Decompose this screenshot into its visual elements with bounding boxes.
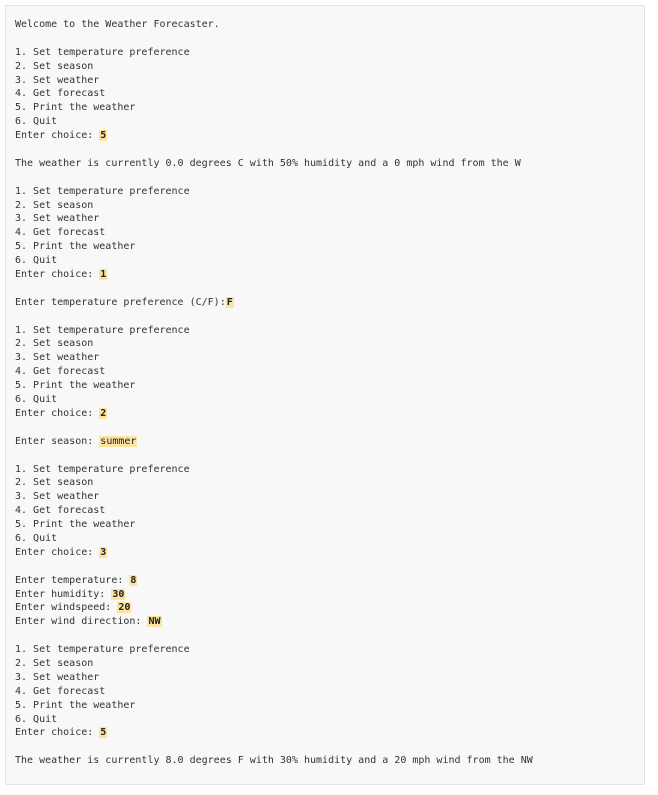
- choice-prompt-line: [15, 726, 644, 740]
- menu-item-set-season: 2. Set season: [15, 60, 94, 72]
- choice-prompt: Enter choice:: [15, 546, 100, 558]
- wind-direction-prompt: Enter wind direction:: [15, 616, 148, 628]
- blank-line: [15, 421, 644, 435]
- choice-prompt: Enter choice:: [15, 727, 100, 739]
- temp-pref-input: F: [226, 296, 233, 308]
- menu-item-print-weather: 5. Print the weather: [15, 519, 136, 531]
- menu-item-set-temp-pref: 1. Set temperature preference: [15, 644, 190, 656]
- blank-line: [15, 143, 644, 157]
- season-prompt: Enter season:: [15, 435, 100, 447]
- menu-item-set-season: 2. Set season: [15, 657, 94, 669]
- choice-input: 1: [100, 269, 107, 281]
- windspeed-line: [15, 601, 644, 615]
- menu-item-set-weather: 3. Set weather: [15, 74, 100, 86]
- menu-item-get-forecast: 4. Get forecast: [15, 505, 106, 517]
- temperature-prompt: Enter temperature:: [15, 574, 130, 586]
- menu-item-get-forecast: 4. Get forecast: [15, 227, 106, 239]
- choice-prompt-line: [15, 129, 644, 143]
- menu-item-set-season: 2. Set season: [15, 199, 94, 211]
- menu-item-set-season: 2. Set season: [15, 477, 94, 489]
- blank-line: [15, 310, 644, 324]
- weather-output: The weather is currently 0.0 degrees C with 50% humidity and a 0 mph wind from the W: [15, 157, 521, 169]
- menu-item-print-weather: 5. Print the weather: [15, 102, 136, 114]
- choice-input: 5: [100, 727, 107, 739]
- weather-output: The weather is currently 8.0 degrees F with 30% humidity and a 20 mph wind from the NW: [15, 755, 533, 767]
- blank-line: [15, 282, 644, 296]
- menu-item-set-weather: 3. Set weather: [15, 352, 100, 364]
- wind-direction-line: [15, 615, 644, 629]
- menu-item-get-forecast: 4. Get forecast: [15, 685, 106, 697]
- menu-item-set-temp-pref: 1. Set temperature preference: [15, 185, 190, 197]
- menu-item-get-forecast: 4. Get forecast: [15, 366, 106, 378]
- choice-prompt: Enter choice:: [15, 130, 100, 142]
- blank-line: [15, 171, 644, 185]
- temp-pref-line: [15, 296, 644, 310]
- menu-item-quit: 6. Quit: [15, 532, 58, 544]
- menu-item-quit: 6. Quit: [15, 255, 58, 267]
- humidity-input: 30: [112, 588, 125, 600]
- choice-input: 3: [100, 546, 107, 558]
- choice-input: 5: [100, 130, 107, 142]
- choice-prompt-line: [15, 546, 644, 560]
- windspeed-input: 20: [118, 602, 131, 614]
- menu-item-set-temp-pref: 1. Set temperature preference: [15, 46, 190, 58]
- console-output: [5, 5, 645, 785]
- menu-item-set-weather: 3. Set weather: [15, 491, 100, 503]
- humidity-line: [15, 588, 644, 602]
- choice-prompt: Enter choice:: [15, 407, 100, 419]
- temperature-input: 8: [130, 574, 137, 586]
- choice-input: 2: [100, 407, 107, 419]
- menu-item-get-forecast: 4. Get forecast: [15, 88, 106, 100]
- temp-pref-prompt: Enter temperature preference (C/F):: [15, 296, 226, 308]
- menu-item-set-temp-pref: 1. Set temperature preference: [15, 324, 190, 336]
- blank-line: [15, 560, 644, 574]
- menu-item-set-weather: 3. Set weather: [15, 213, 100, 225]
- season-line: [15, 435, 644, 449]
- menu-item-set-weather: 3. Set weather: [15, 671, 100, 683]
- humidity-prompt: Enter humidity:: [15, 588, 112, 600]
- choice-prompt-line: [15, 268, 644, 282]
- temperature-line: [15, 574, 644, 588]
- menu-item-quit: 6. Quit: [15, 394, 58, 406]
- menu-item-quit: 6. Quit: [15, 713, 58, 725]
- menu-item-set-temp-pref: 1. Set temperature preference: [15, 463, 190, 475]
- blank-line: [15, 629, 644, 643]
- blank-line: [15, 32, 644, 46]
- menu-item-print-weather: 5. Print the weather: [15, 241, 136, 253]
- wind-direction-input: NW: [148, 616, 161, 628]
- windspeed-prompt: Enter windspeed:: [15, 602, 118, 614]
- choice-prompt-line: [15, 407, 644, 421]
- menu-item-set-season: 2. Set season: [15, 338, 94, 350]
- menu-item-print-weather: 5. Print the weather: [15, 380, 136, 392]
- blank-line: [15, 449, 644, 463]
- blank-line: [15, 740, 644, 754]
- choice-prompt: Enter choice:: [15, 269, 100, 281]
- menu-item-print-weather: 5. Print the weather: [15, 699, 136, 711]
- season-input: summer: [100, 435, 137, 447]
- welcome-line: Welcome to the Weather Forecaster.: [15, 19, 220, 30]
- menu-item-quit: 6. Quit: [15, 116, 58, 128]
